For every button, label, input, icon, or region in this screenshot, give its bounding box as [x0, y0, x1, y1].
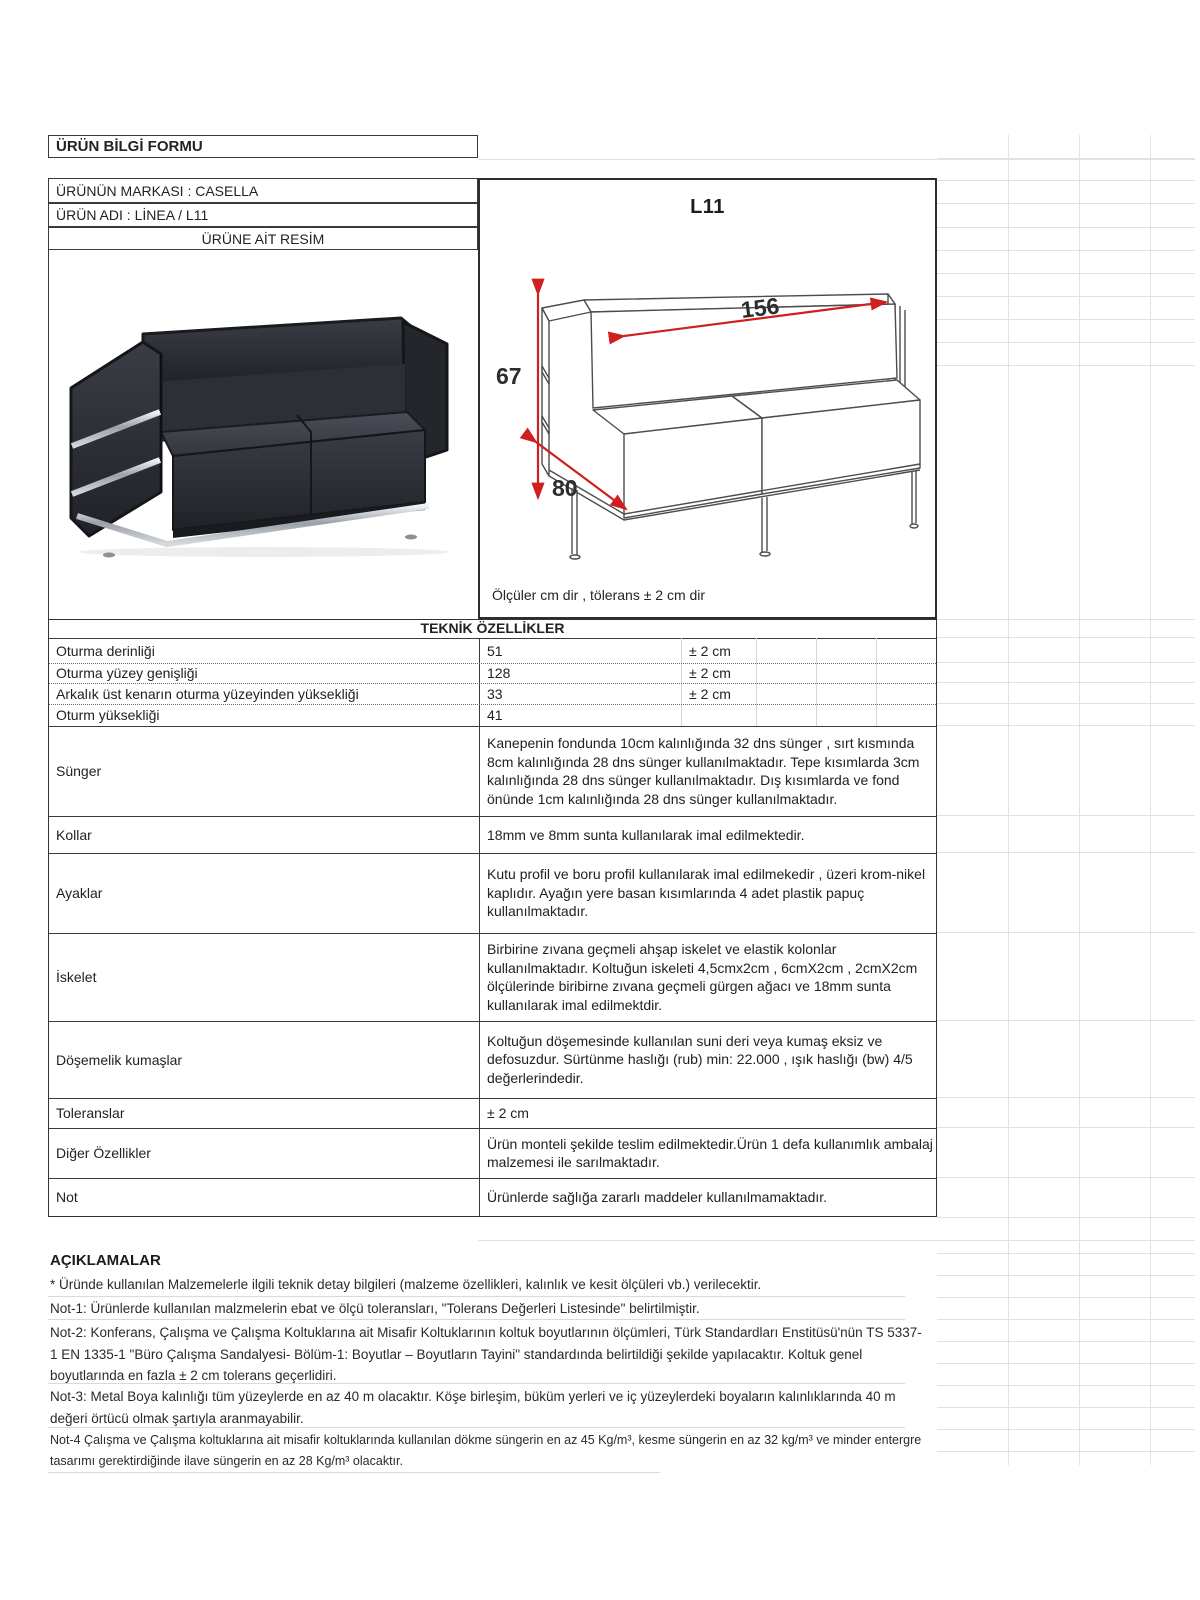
note-item: Not-4 Çalışma ve Çalışma koltuklarına ait misafir koltuklarında kullanılan dökme süngerin en az 45 Kg/m³, kesme süngerin en az 32 kg/m³ ve minder entergre tasarımı gerektirdiğinde ilave süngerin en az 28 Kg/m³ olacaktır. — [50, 1433, 922, 1468]
measure-row-value: 51 — [487, 642, 503, 659]
note-item: Not-2: Konferans, Çalışma ve Çalışma Koltuklarına ait Misafir Koltuklarının koltuk boyutlarının ölçümleri, Türk Standardları Enstitüsü'nün TS 5337-1 EN 1335-1 "Büro Çalışma Sandalyesi- Bölüm-1: Boyutlar – Boyutların Tayini" standardında belirtildiği şekilde yapılacaktır. Koltuk genel boyutlarında en fazla ± 2 cm tolerans geçerlidiri. — [50, 1325, 922, 1383]
brand-row — [48, 178, 478, 203]
image-header-row — [48, 227, 478, 250]
spec-row-label: Kollar — [56, 826, 92, 843]
spec-row-value: Kutu profil ve boru profil kullanılarak imal edilmekedir , üzeri krom-nikel kaplıdır. Ayağın yere basan kısımlarında 4 adet plastik papuç kullanılmaktadır. — [487, 866, 926, 920]
spec-row-value: Ürünlerde sağlığa zararlı maddeler kullanılmamaktadır. — [487, 1189, 828, 1205]
measure-row-value: 33 — [487, 685, 503, 702]
measure-row-label: Oturma yüzey genişliği — [56, 665, 198, 681]
technical-drawing-panel — [478, 178, 937, 619]
dim-depth-label: 80 — [552, 475, 578, 501]
form-title — [48, 135, 478, 158]
spec-row-value: Kanepenin fondunda 10cm kalınlığında 32 dns sünger , sırt kısmında 8cm kalınlığında 28 dns sünger kullanılmaktadır. Tepe kısımlarda 3cm kalınlığında 28 dns sünger kullanılmaktadır. Dış kısımlarda ve fond önünde 1cm kalınlığında 28 dns sünger kullanılmaktadır. — [487, 735, 920, 807]
drawing-model-label: L11 — [690, 196, 725, 218]
sofa-photo — [59, 298, 469, 558]
measure-row-label: Arkalık üst kenarın oturma yüzeyinden yüksekliği — [56, 685, 359, 702]
spec-row-value: Birbirine zıvana geçmeli ahşap iskelet ve elastik kolonlar kullanılmaktadır. Koltuğun iskeleti 4,5cmx2cm , 6cmX2cm , 2cmX2cm ölçülerinde biribirne zıvana geçmeli gürgen ağacı ve 18mm sunta kullanılarak imal edilmektdir. — [487, 941, 918, 1013]
measure-row-value: 128 — [487, 665, 511, 681]
measure-row-value: 41 — [487, 707, 503, 723]
product-name-row — [48, 203, 478, 227]
product-photo-box — [48, 250, 478, 619]
dim-height-label: 67 — [496, 363, 522, 389]
measure-row-label: Oturm yüksekliği — [56, 707, 160, 723]
notes-header: AÇIKLAMALAR — [50, 1252, 161, 1269]
dim-width-label: 156 — [739, 292, 781, 323]
spec-row-value: Koltuğun döşemesinde kullanılan suni deri veya kumaş eksiz ve defosuzdur. Sürtünme haslığı (rub) min: 22.000 , ışık haslığı (bw) 4/5 değerlerindedir. — [487, 1032, 913, 1086]
measure-row-tolerance: ± 2 cm — [689, 642, 731, 659]
image-header-text: ÜRÜNE AİT RESİM — [201, 230, 325, 247]
units-note: Ölçüler cm dir , tölerans ± 2 cm dir — [492, 587, 706, 603]
form-title-text: ÜRÜN BİLGİ FORMU — [56, 138, 203, 155]
spec-row-value: ± 2 cm — [487, 1105, 529, 1121]
specs-header: TEKNİK ÖZELLİKLER — [420, 620, 565, 636]
note-item: Not-3: Metal Boya kalınlığı tüm yüzeylerde en az 40 m olacaktır. Köşe birleşim, büküm yerleri ve iç yüzeylerdeki boyaların kalınlıklarında 40 m değeri örtücü olmak şartıyla aranmayabilir. — [50, 1389, 896, 1426]
spec-row-label: İskelet — [56, 969, 97, 985]
spec-row-label: Diğer Özellikler — [56, 1145, 151, 1161]
spec-row-label: Ayaklar — [56, 885, 103, 901]
measure-row-tolerance: ± 2 cm — [689, 685, 731, 702]
note-item: Not-1: Ürünlerde kullanılan malzmelerin ebat ve ölçü toleransları, "Tolerans Değerleri Listesinde" belirtilmiştir. — [50, 1301, 700, 1316]
technical-drawing — [484, 236, 930, 596]
spec-row-label: Sünger — [56, 763, 102, 779]
spec-row-value: 18mm ve 8mm sunta kullanılarak imal edilmektedir. — [487, 826, 805, 843]
measure-row-tolerance: ± 2 cm — [689, 665, 731, 681]
note-item: * Üründe kullanılan Malzemelerle ilgili teknik detay bilgileri (malzeme özellikleri, kalınlık ve kesit ölçüleri vb.) verilecektir. — [50, 1277, 762, 1292]
spec-row-label: Not — [56, 1189, 78, 1205]
spec-row-label: Toleranslar — [56, 1105, 125, 1121]
spec-row-value: Ürün monteli şekilde teslim edilmektedir.Ürün 1 defa kullanımlık ambalaj malzemesi ile sarılmaktadır. — [487, 1135, 933, 1170]
measure-row-label: Oturma derinliği — [56, 642, 155, 659]
spec-row-label: Döşemelik kumaşlar — [56, 1051, 183, 1068]
product-name-text: ÜRÜN ADI : LİNEA / L11 — [56, 207, 209, 223]
specs-table — [48, 619, 937, 1217]
brand-text: ÜRÜNÜN MARKASI : CASELLA — [56, 182, 259, 199]
